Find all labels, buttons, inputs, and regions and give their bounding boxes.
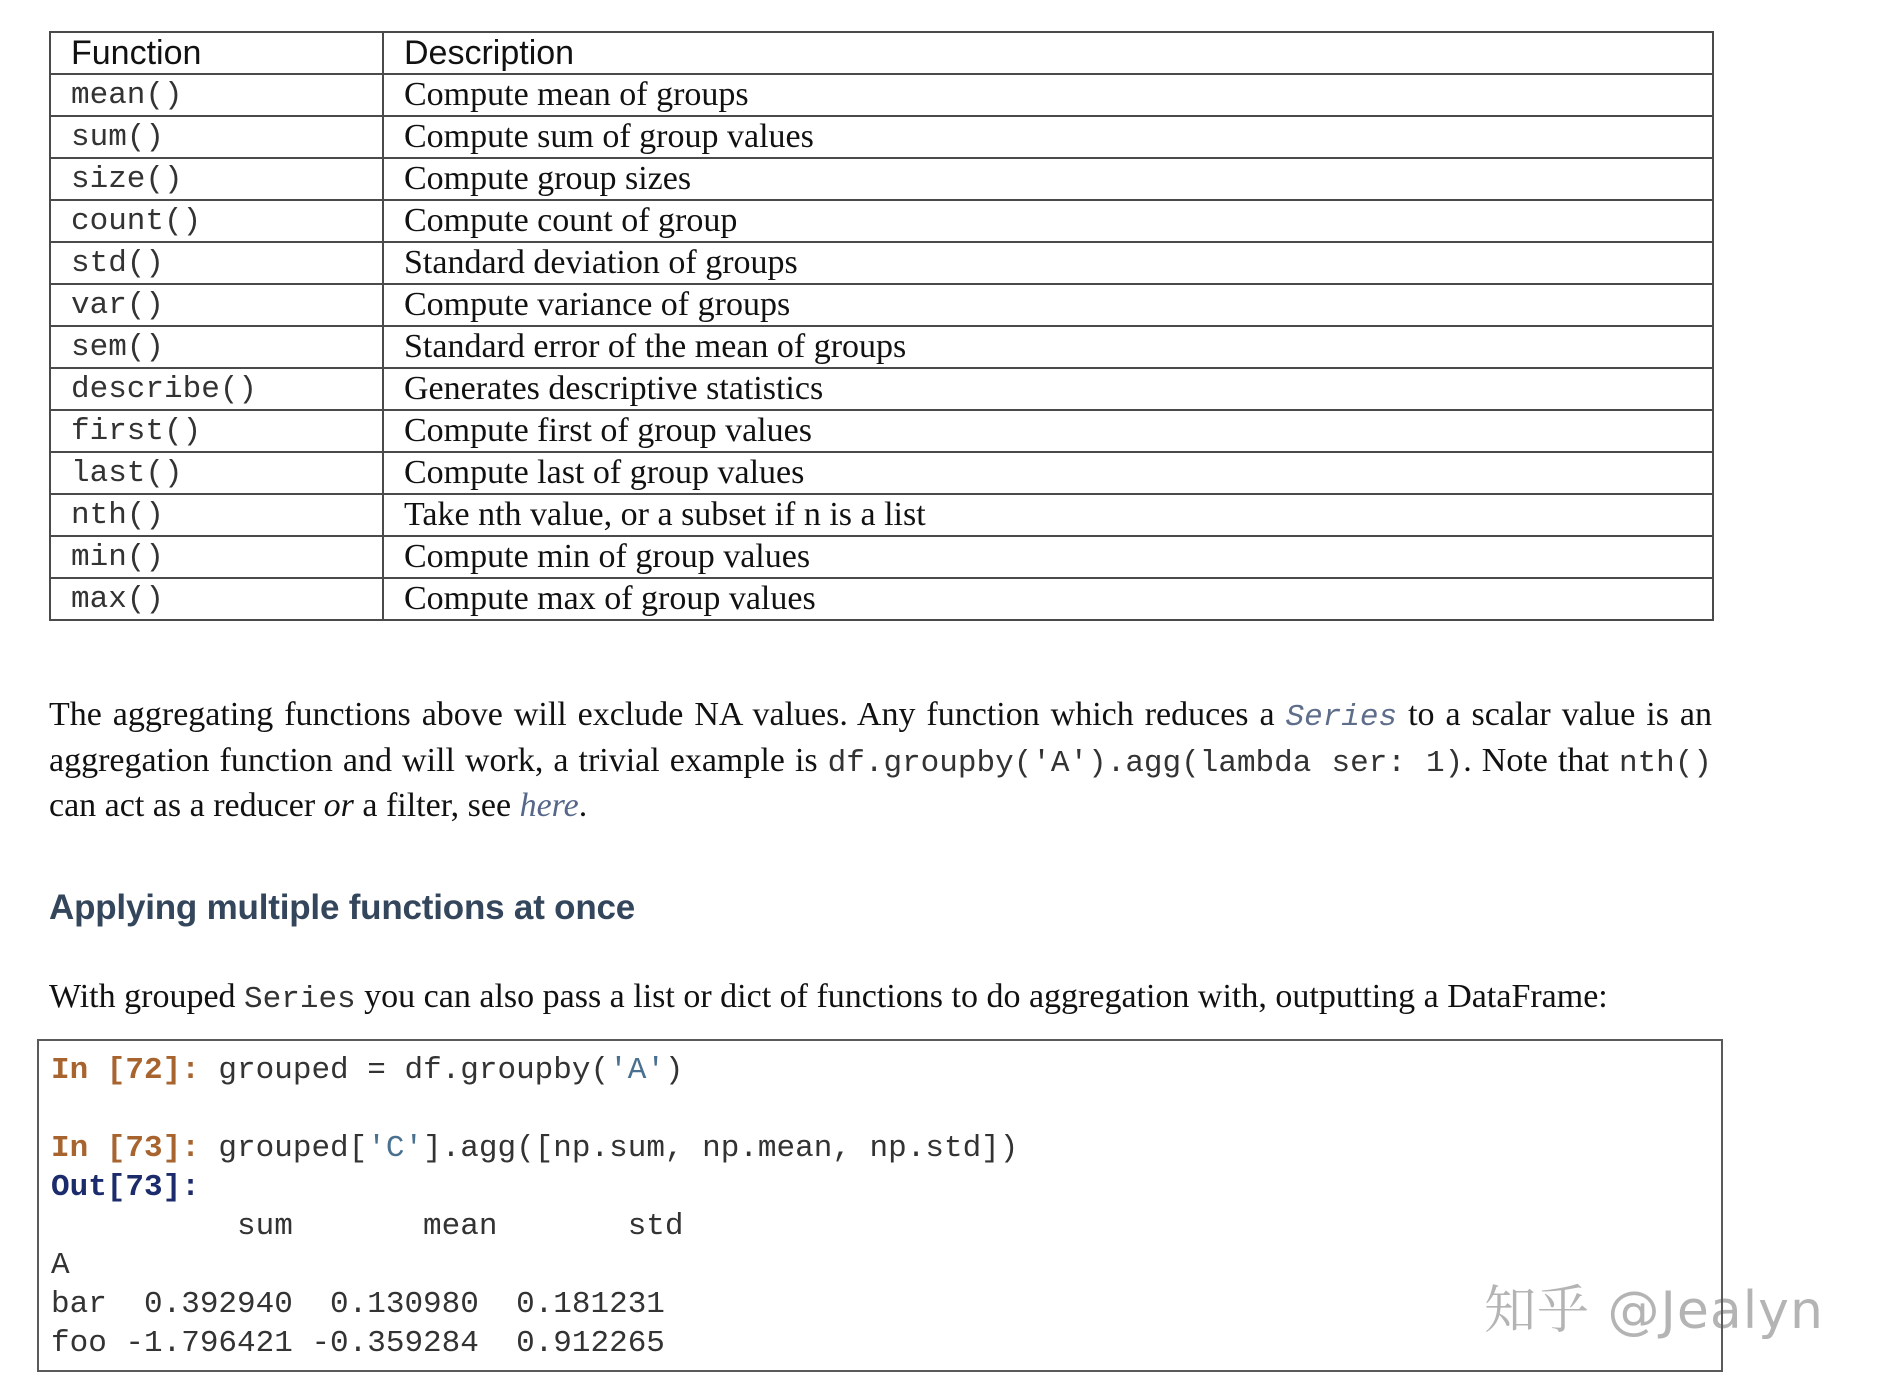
nth-code: nth(): [1618, 745, 1712, 781]
para1-text-6: .: [578, 787, 588, 824]
code-text: ): [664, 1053, 684, 1088]
table-row: [50, 326, 1713, 368]
series-code: Series: [244, 982, 356, 1017]
function-description: Compute group sizes: [383, 158, 1713, 200]
function-description: Compute variance of groups: [383, 284, 1713, 326]
function-name: size(): [50, 158, 383, 200]
function-description: Compute sum of group values: [383, 116, 1713, 158]
function-description: Compute last of group values: [383, 452, 1713, 494]
para1-text-2: to a scalar value is an aggregation function and will work, a trivial example is: [49, 696, 1712, 779]
code-text: grouped[: [199, 1131, 368, 1166]
table-row: [50, 284, 1713, 326]
here-link[interactable]: here: [519, 787, 579, 824]
table-row: [50, 368, 1713, 410]
input-prompt: In [73]:: [51, 1131, 200, 1166]
table-row: [50, 410, 1713, 452]
function-description: Take nth value, or a subset if n is a list: [383, 494, 1713, 536]
table-row: [50, 578, 1713, 620]
function-description: Standard deviation of groups: [383, 242, 1713, 284]
table-row: [50, 242, 1713, 284]
zhihu-watermark: 知乎 @Jealyn: [1484, 1281, 1824, 1341]
code-line-in72: [51, 1051, 1018, 1090]
function-description: Standard error of the mean of groups: [383, 326, 1713, 368]
function-description: Generates descriptive statistics: [383, 368, 1713, 410]
series-link[interactable]: Series: [1285, 700, 1398, 735]
para1-text-4: can act as a reducer: [49, 787, 324, 824]
function-name: max(): [50, 578, 383, 620]
function-name: std(): [50, 242, 383, 284]
table-header-row: [50, 32, 1713, 74]
groupby-functions-table: [49, 31, 1714, 621]
para2-text-1: With grouped: [49, 978, 245, 1015]
function-description: Compute min of group values: [383, 536, 1713, 578]
code-example-block: [37, 1039, 1723, 1372]
output-row-bar: bar 0.392940 0.130980 0.181231: [51, 1287, 665, 1322]
function-name: describe(): [50, 368, 383, 410]
code-line-out73: [51, 1168, 1018, 1207]
table-row: [50, 452, 1713, 494]
table-row: [50, 494, 1713, 536]
function-name: sem(): [50, 326, 383, 368]
output-index-name-line: A: [51, 1248, 70, 1283]
function-description: Compute max of group values: [383, 578, 1713, 620]
function-name: sum(): [50, 116, 383, 158]
multiple-functions-paragraph: [49, 976, 1712, 1022]
output-header-line: sum mean std: [51, 1209, 684, 1244]
header-description: Description: [383, 32, 1713, 74]
function-name: first(): [50, 410, 383, 452]
function-description: Compute mean of groups: [383, 74, 1713, 116]
function-name: last(): [50, 452, 383, 494]
table-row: [50, 116, 1713, 158]
para1-text-1: The aggregating functions above will exclude NA values. Any function which reduces a: [49, 696, 1286, 733]
para1-text-5: a filter, see: [353, 787, 520, 824]
section-heading: Applying multiple functions at once: [49, 888, 636, 927]
code-text: grouped = df.groupby(: [199, 1053, 610, 1088]
or-emphasis: or: [323, 787, 354, 824]
output-prompt: Out[73]:: [51, 1170, 200, 1205]
table-row: [50, 200, 1713, 242]
function-description: Compute count of group: [383, 200, 1713, 242]
table-row: [50, 158, 1713, 200]
output-row-foo: foo -1.796421 -0.359284 0.912265: [51, 1326, 665, 1361]
agg-lambda-example-code: df.groupby('A').agg(lambda ser: 1): [827, 745, 1464, 781]
aggregation-note-paragraph: [49, 694, 1712, 828]
code-line-in73: [51, 1129, 1018, 1168]
para2-text-2: you can also pass a list or dict of functions to do aggregation with, outputting a DataFrame:: [355, 978, 1608, 1015]
function-name: var(): [50, 284, 383, 326]
code-blank-line: [51, 1090, 1018, 1129]
function-name: mean(): [50, 74, 383, 116]
code-lines: [51, 1051, 1018, 1363]
para1-text-3: . Note that: [1463, 741, 1619, 779]
string-literal: 'A': [609, 1053, 665, 1088]
string-literal: 'C': [367, 1131, 424, 1166]
function-name: count(): [50, 200, 383, 242]
code-text: ].agg([np.sum, np.mean, np.std]): [423, 1131, 1019, 1166]
table-row: [50, 74, 1713, 116]
table-row: [50, 536, 1713, 578]
function-name: min(): [50, 536, 383, 578]
function-description: Compute first of group values: [383, 410, 1713, 452]
input-prompt: In [72]:: [51, 1053, 200, 1088]
function-name: nth(): [50, 494, 383, 536]
header-function: Function: [50, 32, 383, 74]
